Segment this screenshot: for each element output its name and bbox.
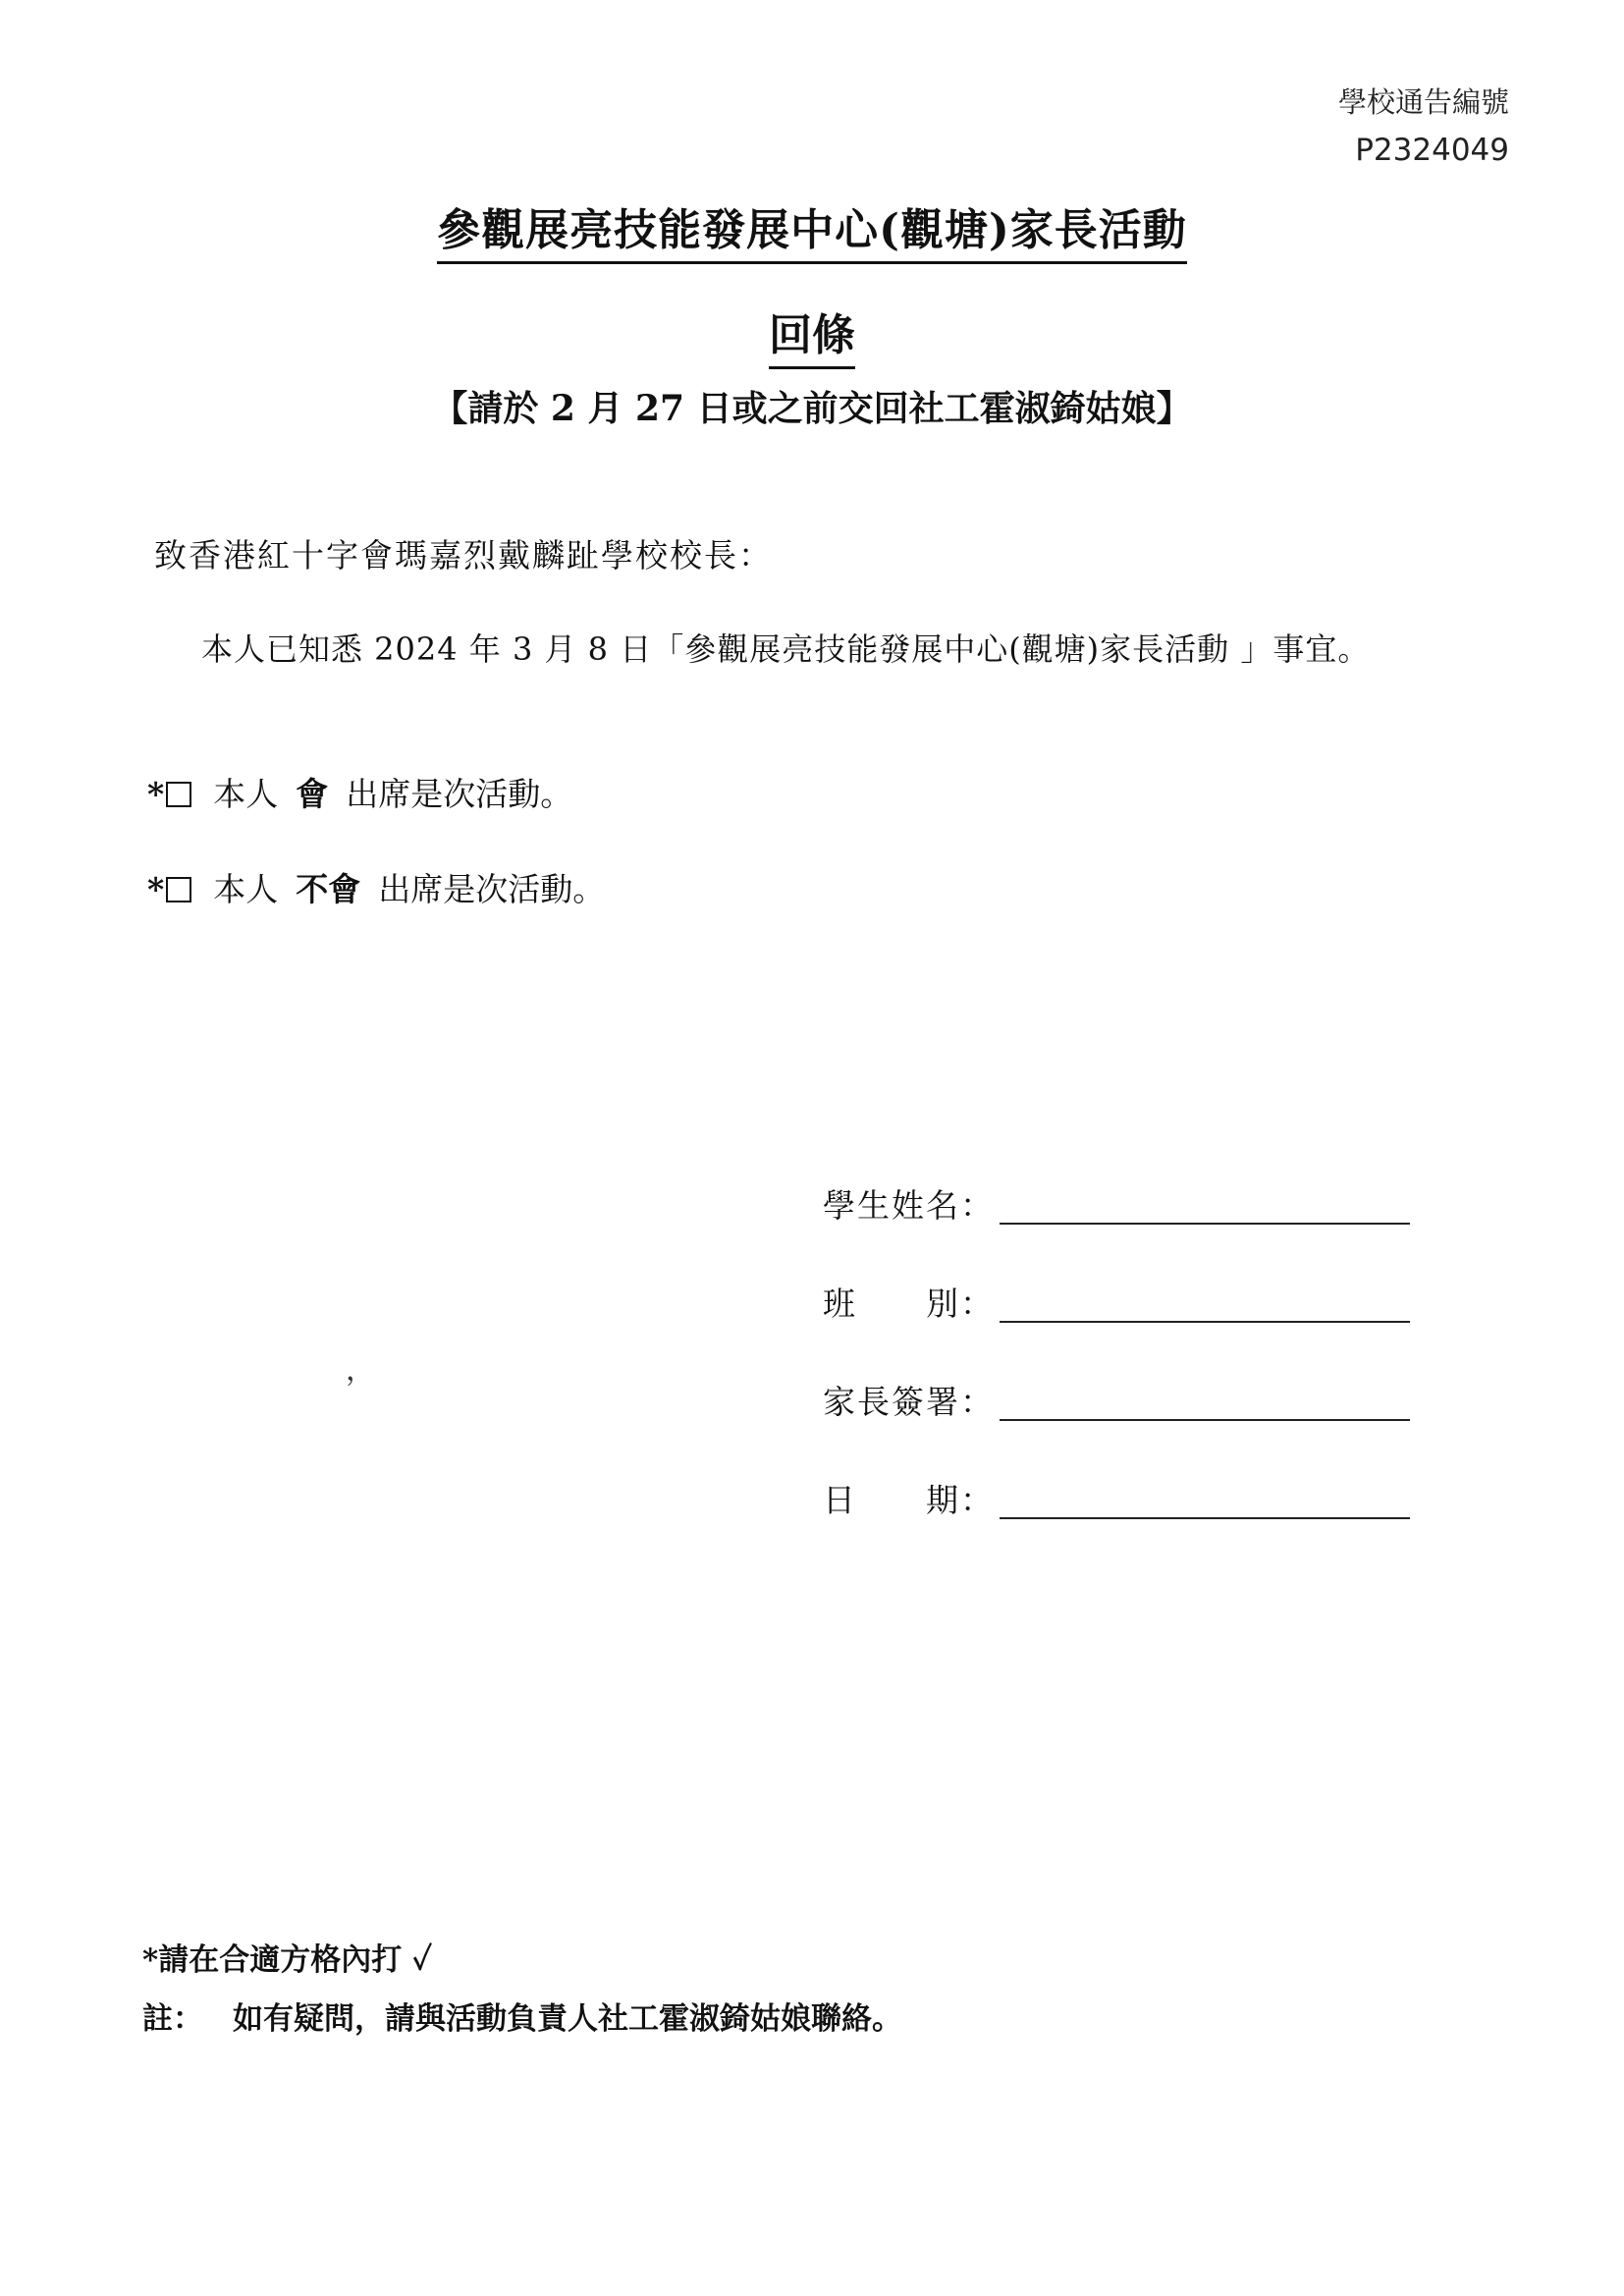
class-field[interactable]	[823, 1279, 994, 1325]
asterisk-mark: *	[147, 870, 165, 908]
option-suffix: 出席是次活動。	[378, 870, 606, 908]
remark-note	[142, 1994, 902, 2038]
notice-number-label: 學校通告編號	[1337, 85, 1509, 119]
parent-signature-line[interactable]	[1000, 1419, 1410, 1421]
notice-number: P2324049	[1355, 133, 1509, 168]
parent-signature-label: 家長簽署：	[823, 1383, 995, 1421]
student-name-field[interactable]	[823, 1180, 994, 1227]
date-line[interactable]	[1000, 1517, 1410, 1519]
option-emphasis: 會	[296, 775, 329, 813]
parent-signature-field[interactable]	[823, 1377, 994, 1423]
option-emphasis: 不會	[296, 870, 361, 908]
student-name-label: 學生姓名：	[823, 1186, 995, 1225]
acknowledgement-text: 本人已知悉 2024 年 3 月 8 日「參觀展亮技能發展中心(觀塘)家長活動 」事宜。	[201, 630, 1371, 668]
class-line[interactable]	[1000, 1321, 1410, 1323]
class-label: 班 別：	[823, 1285, 995, 1323]
return-deadline: 【請於 2 月 27 日或之前交回社工霍淑錡姑娘】	[432, 388, 1192, 429]
checkbox-instruction: *請在合適方格內打 ✓	[142, 1942, 432, 1978]
addressee: 致香港紅十字會瑪嘉烈戴麟趾學校校長：	[154, 536, 773, 574]
student-name-line[interactable]	[1000, 1223, 1410, 1225]
option-suffix: 出席是次活動。	[346, 775, 573, 813]
attend-checkbox[interactable]	[166, 782, 191, 807]
option-prefix: 本人	[213, 775, 279, 813]
option-prefix: 本人	[213, 870, 279, 908]
option-not-attend	[147, 864, 605, 910]
not-attend-checkbox[interactable]	[166, 877, 191, 902]
form-title: 參觀展亮技能發展中心(觀塘)家長活動	[0, 194, 1624, 257]
date-field[interactable]	[823, 1475, 994, 1521]
asterisk-mark: *	[147, 775, 165, 813]
option-attend	[147, 769, 572, 815]
remark-label: 註：	[142, 2001, 203, 2037]
form-subtitle: 回條	[0, 300, 1624, 362]
date-label: 日 期：	[823, 1481, 995, 1519]
remark-text: 如有疑問，請與活動負責人社工霍淑錡姑娘聯絡。	[233, 2001, 902, 2037]
stray-comma-mark: ，	[346, 1353, 375, 1388]
